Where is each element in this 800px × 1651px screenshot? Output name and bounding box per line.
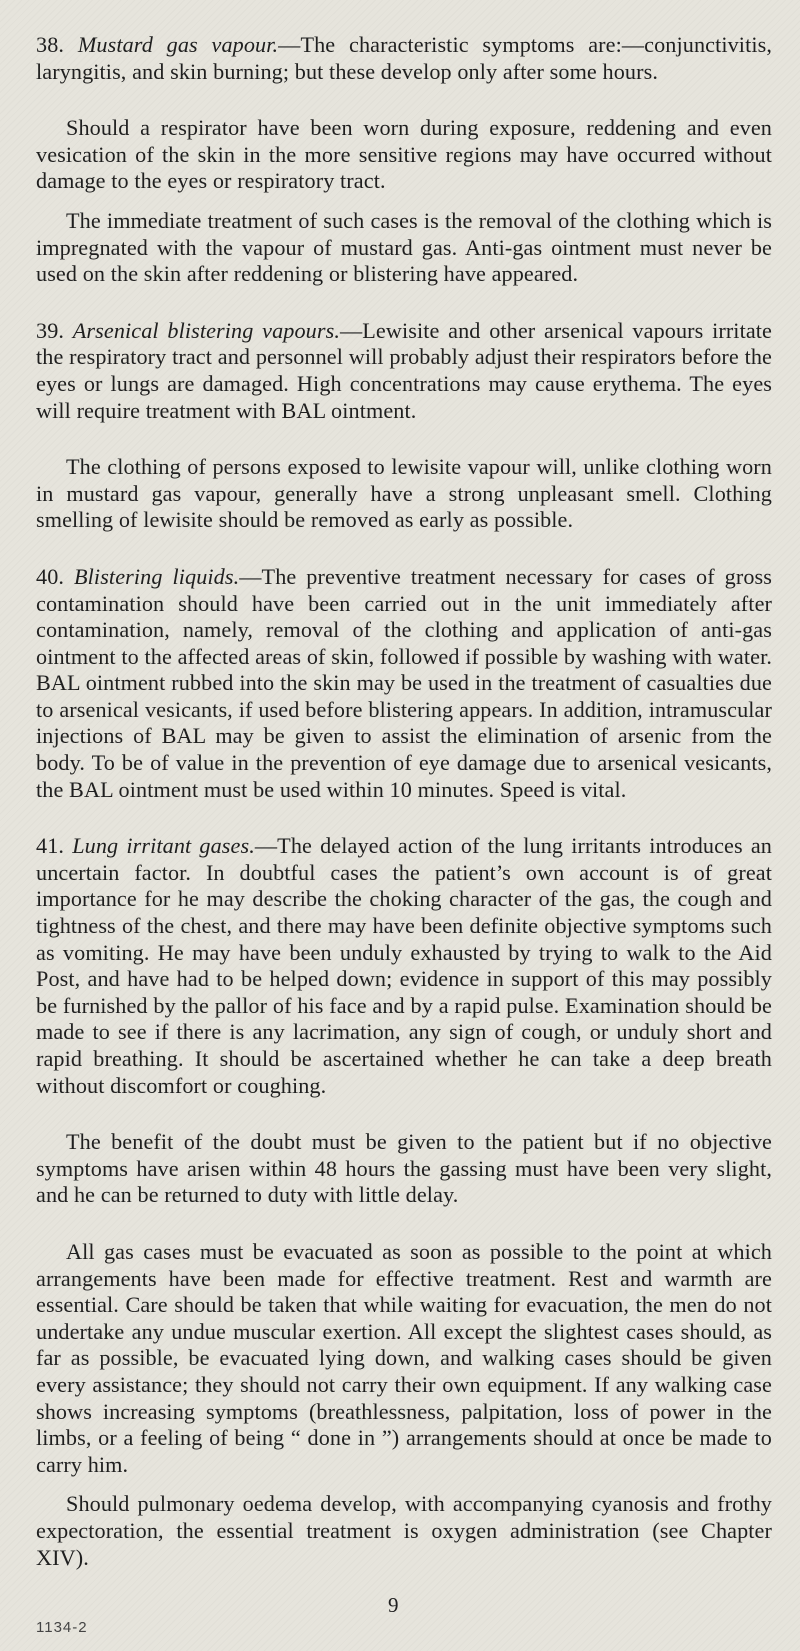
page-footer xyxy=(36,1571,772,1651)
section-number: 39. xyxy=(36,317,65,343)
section-number: 38. xyxy=(36,32,65,57)
section-lead-text: —The preventive treatment necessary for cases of gross contamination should have been carried out in the unit immediately after contamination, namely, removal of the clothing and application of anti-gas ointment to the affected areas of skin, followed if possible by washing with water. BAL ointment rubbed into the skin may be used in the treatment of casualties due to arsenical vesicants, if used before blistering appears. In addition, intramuscular injections of BAL may be given to assist the elimination of arsenic from the body. To be of value in the prevention of eye damage due to arsenical vesicants, the BAL ointment must be used within 10 minutes. Speed is vital. xyxy=(36,563,772,802)
section-lead-text: —The characteristic symptoms are:—conjunctivitis, laryngitis, and skin burning; but these develop only after some hours. xyxy=(36,32,772,84)
paragraph: The clothing of persons exposed to lewisite vapour will, unlike clothing worn in mustard gas vapour, generally have a strong unpleasant smell. Clothing smelling of lewisite should be removed as early as possible. xyxy=(36,454,772,533)
section-lead-text: —The delayed action of the lung irritants introduces an uncertain factor. In doubtful cases the patient’s own account is of great importance for he may describe the choking character of the gas, the cough and tightness of the chest, and there may have been definite objective symptoms such as vomiting. He may have been unduly exhausted by trying to walk to the Aid Post, and have had to be helped down; evidence in support of this may possibly be furnished by the pallor of his face and by a rapid pulse. Examination should be made to see if there is any lacrimation, any sign of cough, or unduly short and rapid breathing. It should be ascertained whether he can take a deep breath without discomfort or coughing. xyxy=(36,833,772,1098)
section-number: 41. xyxy=(36,833,65,859)
section-number: 40. xyxy=(36,563,65,589)
section-heading: Arsenical blistering vapours. xyxy=(72,317,340,343)
section-40-lead xyxy=(36,564,772,803)
section-39-lead xyxy=(36,318,772,424)
section-heading: Blistering liquids. xyxy=(74,563,240,589)
paragraph: The benefit of the doubt must be given to the patient but if no objective symptoms have arisen within 48 hours the gassing must have been very slight, and he can be returned to duty with little delay. xyxy=(36,1129,772,1208)
section-41-lead xyxy=(36,833,772,1099)
print-code: 1134-2 xyxy=(36,1619,88,1637)
section-38-lead xyxy=(36,32,772,85)
section-heading: Mustard gas vapour. xyxy=(77,32,279,57)
paragraph: Should pulmonary oedema develop, with accompanying cyanosis and frothy expectoration, the essential treatment is oxygen administration (see Chapter XIV). xyxy=(36,1491,772,1570)
paragraph: All gas cases must be evacuated as soon as possible to the point at which arrangements have been made for effective treatment. Rest and warmth are essential. Care should be taken that while waiting for evacuation, the men do not undertake any undue muscular exertion. All except the slightest cases should, as far as possible, be evacuated lying down, and walking cases should be given every assistance; they should not carry their own equipment. If any walking case shows increasing symptoms (breathlessness, palpitation, loss of power in the limbs, or a feeling of being “ done in ”) arrangements should at once be made to carry him. xyxy=(36,1238,772,1477)
document-page xyxy=(36,32,772,1651)
page-number: 9 xyxy=(388,1593,399,1618)
section-lead-text: —Lewisite and other arsenical vapours irritate the respiratory tract and personnel will probably adjust their respirators before the eyes or lungs are damaged. High concentrations may cause erythema. The eyes will require treatment with BAL ointment. xyxy=(36,317,772,423)
paragraph: Should a respirator have been worn during exposure, reddening and even vesication of the skin in the more sensitive regions may have occurred without damage to the eyes or respiratory tract. xyxy=(36,115,772,194)
section-heading: Lung irritant gases. xyxy=(72,833,255,859)
paragraph: The immediate treatment of such cases is the removal of the clothing which is impregnated with the vapour of mustard gas. Anti-gas ointment must never be used on the skin after reddening or blistering have appeared. xyxy=(36,207,772,287)
